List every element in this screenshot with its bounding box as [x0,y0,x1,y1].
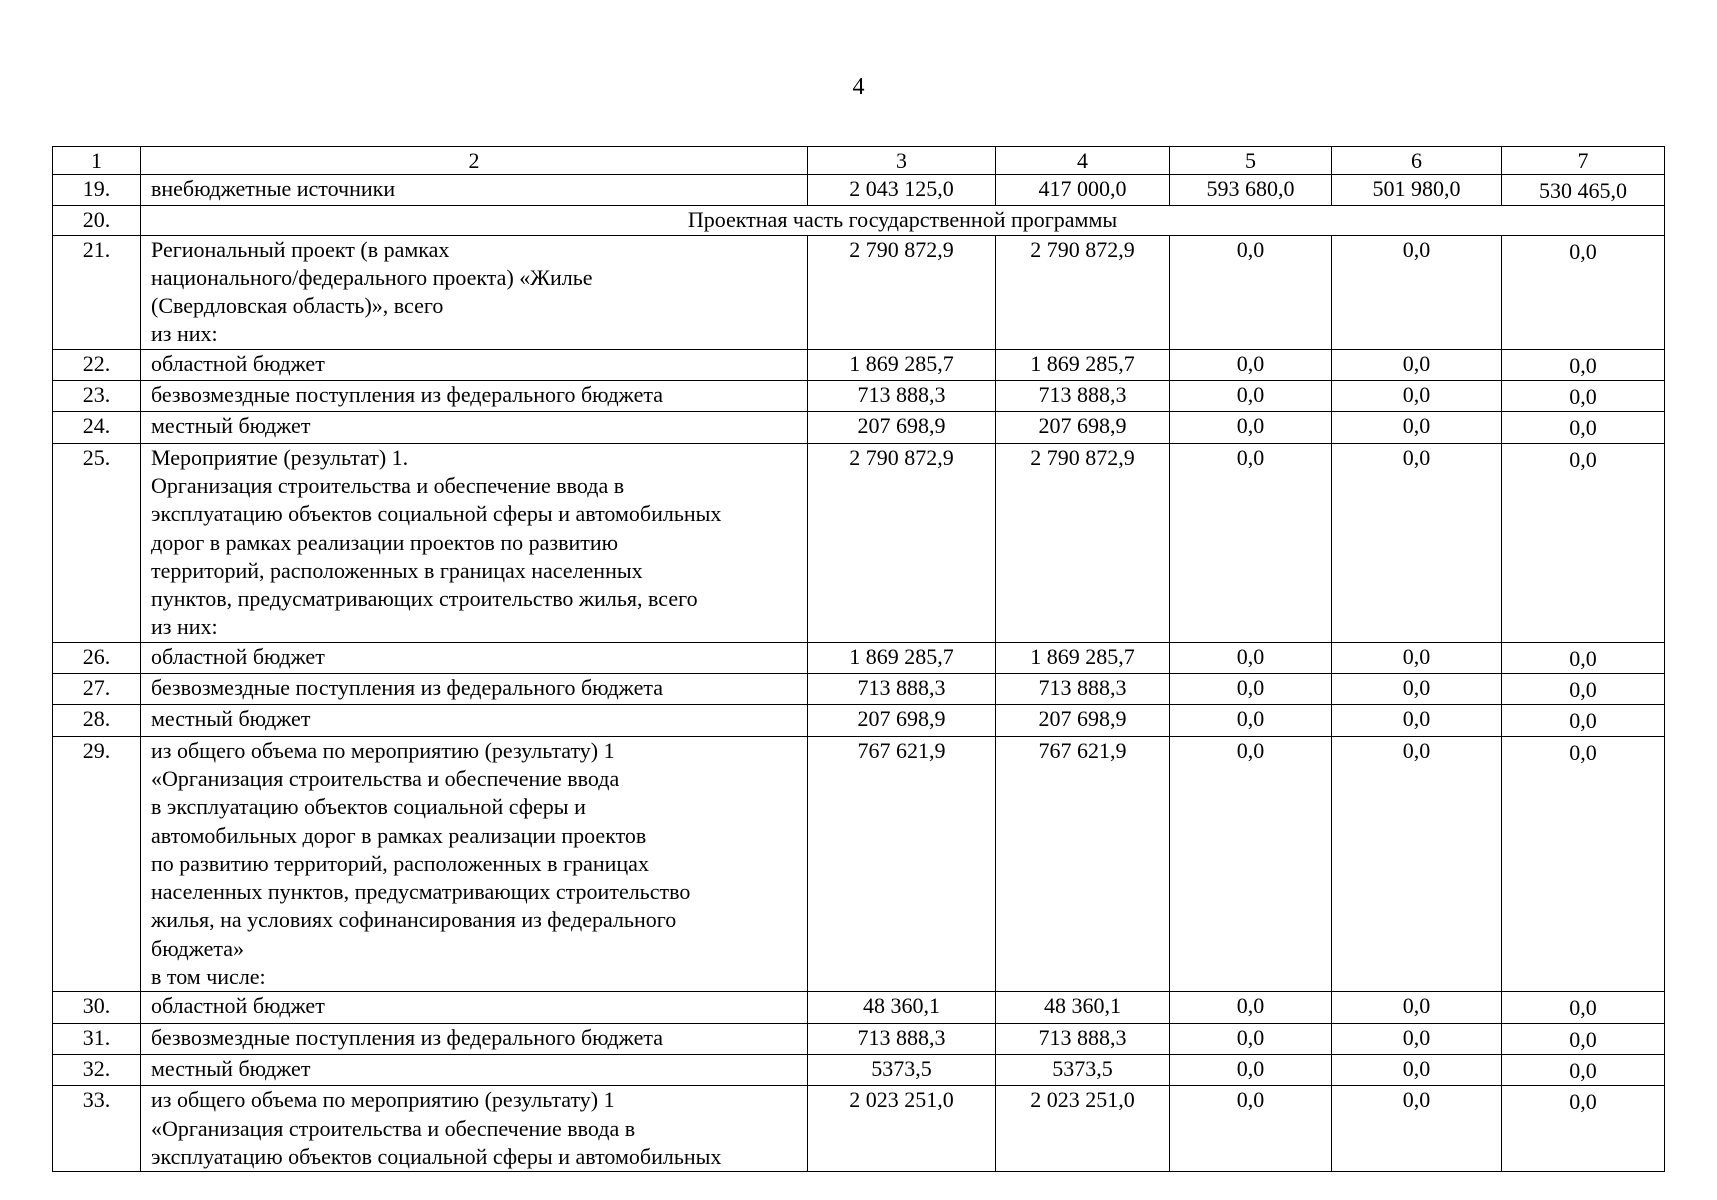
description-line: по развитию территорий, расположенных в границах [151,850,649,876]
value-col-4: 713 888,3 [996,381,1170,412]
table-row [53,412,1665,443]
description-line: областной бюджет [151,350,325,376]
row-description [141,443,808,642]
row-description [141,235,808,349]
table-row [53,992,1665,1023]
value-col-6: 501 980,0 [1332,175,1502,206]
row-description [141,1054,808,1085]
value-col-3: 5373,5 [808,1054,996,1085]
value-col-6: 0,0 [1332,1054,1502,1085]
description-line: местный бюджет [151,706,311,732]
description-line: бюджета» [151,935,245,961]
value-col-5: 0,0 [1170,1023,1332,1054]
value-col-6: 0,0 [1332,381,1502,412]
column-header: 4 [996,147,1170,175]
value-col-7: 0,0 [1502,705,1665,736]
table-row [53,1086,1665,1172]
table-row [53,674,1665,705]
value-col-4: 2 023 251,0 [996,1086,1170,1172]
description-line: эксплуатацию объектов социальной сферы и автомобильных [151,1143,722,1169]
value-col-5: 0,0 [1170,736,1332,992]
description-line: национального/федерального проекта) «Жилье [151,264,593,290]
description-line: «Организация строительства и обеспечение ввода [151,765,620,791]
table-row [53,175,1665,206]
column-header: 5 [1170,147,1332,175]
column-header: 3 [808,147,996,175]
value-col-7: 530 465,0 [1502,175,1665,206]
description-line: в том числе: [151,964,266,990]
row-number: 23. [53,381,141,412]
row-number: 27. [53,674,141,705]
value-col-7: 0,0 [1502,1086,1665,1172]
row-description [141,736,808,992]
value-col-4: 5373,5 [996,1054,1170,1085]
value-col-3: 713 888,3 [808,674,996,705]
row-number: 25. [53,443,141,642]
column-header: 2 [141,147,808,175]
description-line: безвозмездные поступления из федерального бюджета [151,382,663,408]
description-line: из них: [151,321,218,347]
value-col-3: 713 888,3 [808,381,996,412]
value-col-6: 0,0 [1332,412,1502,443]
value-col-4: 417 000,0 [996,175,1170,206]
column-header: 7 [1502,147,1665,175]
value-col-7: 0,0 [1502,674,1665,705]
row-description [141,381,808,412]
value-col-4: 1 869 285,7 [996,349,1170,380]
table-header-row [53,147,1665,175]
value-col-5: 0,0 [1170,381,1332,412]
description-line: местный бюджет [151,1055,311,1081]
value-col-7: 0,0 [1502,443,1665,642]
value-col-5: 0,0 [1170,1054,1332,1085]
value-col-3: 713 888,3 [808,1023,996,1054]
description-line: областной бюджет [151,993,325,1019]
row-description [141,1023,808,1054]
value-col-7: 0,0 [1502,381,1665,412]
value-col-4: 207 698,9 [996,705,1170,736]
table-row [53,1023,1665,1054]
value-col-5: 0,0 [1170,412,1332,443]
section-title: Проектная часть государственной программы [141,206,1665,235]
value-col-3: 767 621,9 [808,736,996,992]
row-number: 33. [53,1086,141,1172]
description-line: автомобильных дорог в рамках реализации проектов [151,822,647,848]
value-col-3: 48 360,1 [808,992,996,1023]
value-col-6: 0,0 [1332,736,1502,992]
table-row [53,443,1665,642]
row-description [141,175,808,206]
table-row [53,349,1665,380]
row-description [141,1086,808,1172]
row-description [141,705,808,736]
value-col-3: 1 869 285,7 [808,642,996,673]
row-number: 31. [53,1023,141,1054]
description-line: «Организация строительства и обеспечение ввода в [151,1115,636,1141]
row-description [141,992,808,1023]
description-line: жилья, на условиях софинансирования из федерального [151,907,677,933]
value-col-5: 593 680,0 [1170,175,1332,206]
description-line: Региональный проект (в рамках [151,236,450,262]
row-number: 19. [53,175,141,206]
value-col-4: 767 621,9 [996,736,1170,992]
value-col-6: 0,0 [1332,235,1502,349]
description-line: из общего объема по мероприятию (результату) 1 [151,737,615,763]
description-line: (Свердловская область)», всего [151,293,444,319]
row-number: 20. [53,206,141,235]
value-col-7: 0,0 [1502,1054,1665,1085]
value-col-7: 0,0 [1502,992,1665,1023]
value-col-6: 0,0 [1332,642,1502,673]
row-number: 21. [53,235,141,349]
value-col-3: 207 698,9 [808,412,996,443]
value-col-4: 2 790 872,9 [996,235,1170,349]
description-line: в эксплуатацию объектов социальной сферы и [151,794,586,820]
value-col-7: 0,0 [1502,642,1665,673]
value-col-6: 0,0 [1332,674,1502,705]
table-row [53,1054,1665,1085]
row-number: 28. [53,705,141,736]
section-row [53,206,1665,235]
value-col-4: 2 790 872,9 [996,443,1170,642]
description-line: безвозмездные поступления из федерального бюджета [151,675,663,701]
description-line: эксплуатацию объектов социальной сферы и автомобильных [151,501,722,527]
value-col-5: 0,0 [1170,349,1332,380]
page-number: 4 [852,74,865,100]
value-col-7: 0,0 [1502,349,1665,380]
description-line: пунктов, предусматривающих строительство жилья, всего [151,586,698,612]
description-line: Организация строительства и обеспечение ввода в [151,472,625,498]
description-line: местный бюджет [151,413,311,439]
value-col-3: 2 790 872,9 [808,443,996,642]
row-number: 29. [53,736,141,992]
value-col-5: 0,0 [1170,1086,1332,1172]
value-col-4: 48 360,1 [996,992,1170,1023]
table-row [53,642,1665,673]
description-line: безвозмездные поступления из федерального бюджета [151,1024,663,1050]
value-col-5: 0,0 [1170,235,1332,349]
value-col-6: 0,0 [1332,705,1502,736]
value-col-3: 1 869 285,7 [808,349,996,380]
value-col-5: 0,0 [1170,674,1332,705]
value-col-6: 0,0 [1332,349,1502,380]
value-col-3: 207 698,9 [808,705,996,736]
description-line: областной бюджет [151,643,325,669]
value-col-6: 0,0 [1332,1023,1502,1054]
value-col-5: 0,0 [1170,443,1332,642]
row-description [141,642,808,673]
description-line: из общего объема по мероприятию (результату) 1 [151,1087,615,1113]
description-line: внебюджетные источники [151,176,396,201]
row-number: 30. [53,992,141,1023]
value-col-6: 0,0 [1332,1086,1502,1172]
value-col-7: 0,0 [1502,1023,1665,1054]
value-col-4: 1 869 285,7 [996,642,1170,673]
value-col-4: 713 888,3 [996,674,1170,705]
value-col-5: 0,0 [1170,705,1332,736]
description-line: территорий, расположенных в границах населенных [151,557,643,583]
value-col-5: 0,0 [1170,642,1332,673]
description-line: из них: [151,614,218,640]
description-line: населенных пунктов, предусматривающих строительство [151,879,691,905]
value-col-7: 0,0 [1502,412,1665,443]
row-description [141,349,808,380]
row-number: 32. [53,1054,141,1085]
value-col-6: 0,0 [1332,992,1502,1023]
value-col-4: 713 888,3 [996,1023,1170,1054]
row-number: 22. [53,349,141,380]
description-line: Мероприятие (результат) 1. [151,444,409,470]
row-number: 26. [53,642,141,673]
table-row [53,705,1665,736]
value-col-3: 2 043 125,0 [808,175,996,206]
value-col-3: 2 023 251,0 [808,1086,996,1172]
column-header: 6 [1332,147,1502,175]
value-col-5: 0,0 [1170,992,1332,1023]
value-col-3: 2 790 872,9 [808,235,996,349]
value-col-4: 207 698,9 [996,412,1170,443]
column-header: 1 [53,147,141,175]
budget-table [52,146,1665,1172]
row-description [141,412,808,443]
row-description [141,674,808,705]
table-row [53,381,1665,412]
description-line: дорог в рамках реализации проектов по развитию [151,529,619,555]
value-col-7: 0,0 [1502,736,1665,992]
value-col-6: 0,0 [1332,443,1502,642]
table-row [53,736,1665,992]
row-number: 24. [53,412,141,443]
table-row [53,235,1665,349]
value-col-7: 0,0 [1502,235,1665,349]
